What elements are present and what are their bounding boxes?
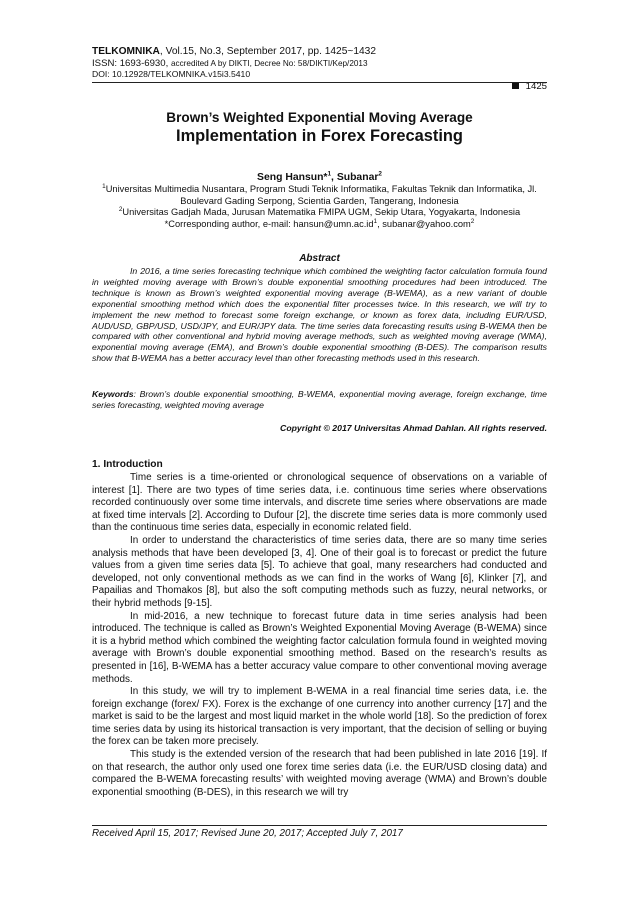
header-rule [92, 82, 547, 83]
section-heading-introduction: 1. Introduction [92, 459, 163, 470]
square-bullet-icon [512, 82, 519, 89]
keywords-label: Keywords [92, 389, 134, 399]
journal-name: TELKOMNIKA [92, 46, 160, 57]
affiliation-1-line-1: Universitas Multimedia Nusantara, Program Studi Teknik Informatika, Fakultas Teknik dan Informatika, Jl. [105, 184, 537, 194]
received-dates: Received April 15, 2017; Revised June 20, 2017; Accepted July 7, 2017 [92, 828, 403, 839]
copyright: Copyright © 2017 Universitas Ahmad Dahlan. All rights reserved. [280, 423, 547, 433]
introduction-body [92, 472, 547, 799]
affiliation-2-text: Universitas Gadjah Mada, Jurusan Matematika FMIPA UGM, Sekip Utara, Yogyakarta, Indonesia [122, 207, 521, 218]
paragraph: In mid-2016, a new technique to forecast future data in time series analysis had been introduced. The technique is called as Brown’s Weighted Exponential Moving Average (B-WEMA) since it is a hybrid method which combined the weighting factor calculation formula found in weighted moving average with Brown’s double exponential smoothing method. Based on the research’s results as presented in [16], B-WEMA has a better accuracy value compare to other conventional moving average methods. [92, 610, 547, 685]
author-1-sup: 1 [327, 170, 332, 178]
abstract-heading: Abstract [299, 253, 340, 264]
affiliation-1-sup: 1 [102, 182, 106, 190]
affiliations [92, 184, 547, 230]
corresponding-sup-1: 1 [373, 217, 378, 225]
journal-header [92, 46, 547, 92]
affiliation-2-sup: 2 [118, 206, 123, 214]
journal-info: , Vol.15, No.3, September 2017, pp. 1425~1432 [159, 46, 377, 57]
authors [92, 172, 547, 183]
doi: DOI: 10.12928/TELKOMNIKA.v15i3.5410 [92, 69, 251, 80]
abstract-text: In 2016, a time series forecasting technique which combined the weighting factor calculation formula found in weighted moving average with Brown’s double exponential smoothing procedures had been introduced. The technique is known as Brown’s weighted exponential moving average (B-WEMA), as a new variant of double exponential smoothing method which does the exponential filter processes twice. In this research, we will try to implement the new method to forecast some foreign exchange, or known as forex data, including EUR/USD, AUD/USD, GBP/USD, USD/JPY, and EUR/JPY data. The time series data forecasting results using B-WEMA then be compared with other conventional and hybrid moving average methods, such as weighted moving average (WMA), exponential moving average (EMA), and Brown’s double exponential smoothing (B-DES). The comparison results show that B-WEMA has a better accuracy level than other forecasting methods used in this research. [92, 266, 547, 364]
author-2-sup: 2 [378, 170, 382, 178]
paragraph: In this study, we will try to implement B-WEMA in a real financial time series data, i.e. the foreign exchange (forex/ FX). Forex is the exchange of one currency into another currency [17] and the market is said to be the largest and most liquid market in the whole world [18]. So the prediction of forex time series data by using its historical transaction is very important, that the decision of selling or buying the forex can be taken more precisely. [92, 686, 547, 748]
paper-title [92, 109, 547, 147]
author-separator: , [331, 172, 337, 183]
affiliation-1-line-2: Boulevard Gading Serpong, Scientia Garden, Tangerang, Indonesia [180, 195, 459, 206]
paragraph: In order to understand the characteristics of time series data, there are so many time series analysis methods that have been developed [3, 4]. One of their goal is to forecast or predict the future values from a given time series data [5]. To achieve that goal, many researchers had conducted and developed, not only conventional methods as we can find in the works of Wang [6], Klinker [7], and Papailias and Thomakos [8], but also the soft computing methods such as fuzzy, neural networks, or their hybrid methods [9-15]. [92, 534, 547, 609]
author-2: Subanar [336, 172, 379, 183]
corresponding-sup-2: 2 [470, 217, 475, 225]
keywords [92, 389, 547, 411]
page-number: 1425 [525, 81, 547, 92]
footer-rule [92, 825, 547, 826]
accreditation: accredited A by DIKTI, Decree No: 58/DIKTI/Kep/2013 [170, 58, 368, 68]
paragraph: Time series is a time-oriented or chronological sequence of observations on a variable of interest [1]. There are two types of time series data, i.e. continuous time series where observations recorded continuously over some time intervals, and discrete time series where observations are made at fixed time intervals [2]. According to Dufour [2], the discrete time series data is more commonly used than the continuous time series data, especially in economic related field. [92, 472, 547, 534]
corresponding-b: , subanar@yahoo.com [377, 218, 471, 229]
journal-line [92, 46, 547, 58]
keywords-text: : Brown’s double exponential smoothing, B-WEMA, exponential moving average, foreign exchange, time series forecasting, weighted moving average [92, 389, 547, 410]
affiliation-1 [92, 184, 547, 196]
issn: ISSN: 1693-6930, [92, 57, 171, 69]
title-line-1: Brown’s Weighted Exponential Moving Average [166, 110, 473, 125]
paragraph: This study is the extended version of the research that had been published in late 2016 [19]. If on that research, the author only used one forex time series data (i.e. the EUR/USD closing data) and compared the B-WEMA forecasting results’ with weighted moving average (WMA) and Brown’s double exponential smoothing (B-DES), in this research we will try [92, 749, 547, 798]
corresponding-a: *Corresponding author, e-mail: hansun@umn.ac.id [164, 218, 374, 229]
title-line-2: Implementation in Forex Forecasting [176, 127, 463, 145]
affiliation-2 [92, 207, 547, 219]
issn-line [92, 58, 547, 70]
corresponding-author [92, 219, 547, 231]
author-1: Seng Hansun* [257, 172, 328, 183]
